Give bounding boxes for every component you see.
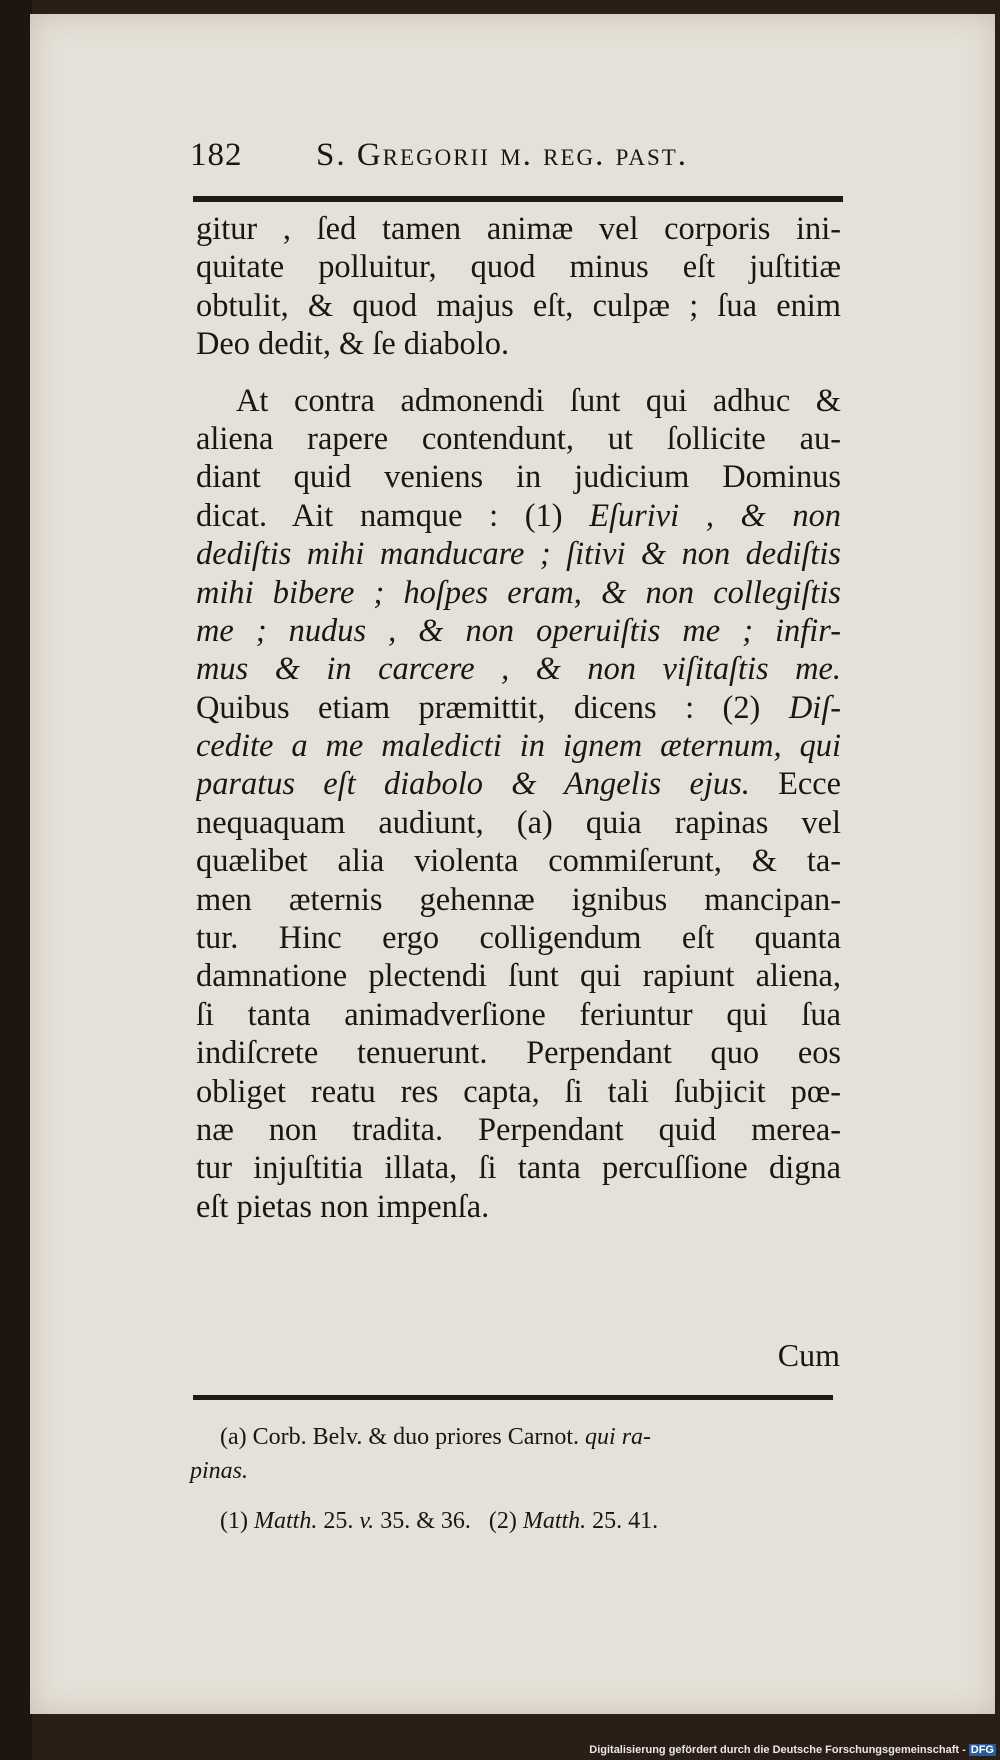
scripture-quote: paratus eſt diabolo & Angelis ejus. — [196, 766, 750, 803]
scripture-quote: Diſ- — [788, 689, 841, 726]
text-line: eſt pietas non impenſa. — [196, 1188, 490, 1225]
footnote-references — [190, 1504, 840, 1538]
scripture-quote: mus & in carcere , & non viſitaſtis me. — [196, 651, 841, 688]
text-line — [196, 765, 841, 803]
text-segment: dicat. Ait namque : (1) — [196, 497, 590, 534]
text-segment: Quibus etiam præmittit, dicens : (2) — [196, 689, 789, 726]
text-line: tur injuſtitia illata, ſi tanta percuſſione digna — [196, 1150, 841, 1187]
text-line: quælibet alia violenta commiſerunt, & ta- — [196, 843, 841, 880]
text-line — [196, 497, 841, 535]
book-name: Matth. — [253, 1508, 318, 1534]
reference: 25. — [317, 1508, 360, 1534]
body-text — [196, 210, 841, 1226]
text-line: tur. Hinc ergo colligendum eſt quanta — [196, 920, 841, 957]
footnote-label: (a) — [220, 1424, 253, 1450]
scripture-quote: me ; nudus , & non operuiſtis me ; infir- — [196, 612, 841, 649]
text-line: obtulit, & quod majus eſt, culpæ ; ſua enim — [196, 287, 841, 324]
text-line: aliena rapere contendunt, ut ſollicite au- — [196, 420, 841, 457]
text-segment: Ecce — [749, 766, 841, 803]
scripture-quote: Eſurivi , & non — [589, 497, 841, 534]
running-title: S. Gregorii m. reg. past. — [316, 137, 689, 173]
text-line: nequaquam audiunt, (a) quia rapinas vel — [196, 804, 841, 841]
text-line: men æternis gehennæ ignibus mancipan- — [196, 881, 841, 918]
text-line: indiſcrete tenuerunt. Perpendant quo eos — [196, 1035, 841, 1072]
scripture-quote: mihi bibere ; hoſpes eram, & non collegiſtis — [196, 574, 841, 611]
text-line: obliget reatu res capta, ſi tali ſubjicit pœ- — [196, 1073, 841, 1110]
header-rule — [193, 196, 843, 202]
text-line: ſi tanta animadverſione feriuntur qui ſua — [196, 996, 841, 1033]
scripture-quote: dediſtis mihi manducare ; ſitivi & non dediſtis — [196, 536, 841, 573]
verse-marker: v. — [359, 1508, 375, 1534]
text-line: damnatione plectendi ſunt qui rapiunt aliena, — [196, 958, 841, 995]
credit-text: Digitalisierung gefördert durch die Deutsche Forschungsgemeinschaft - — [589, 1744, 966, 1756]
running-head — [190, 137, 840, 187]
footnote-a-continuation: pinas. — [190, 1458, 249, 1484]
text-line: quitate polluitur, quod minus eſt juſtitiæ — [196, 249, 841, 286]
scripture-quote: cedite a me maledicti in ignem æternum, qui — [196, 728, 841, 765]
text-line: Deo dedit, & ſe diabolo. — [196, 326, 510, 363]
reference: 35. & 36. — [374, 1508, 471, 1534]
book-name: Matth. — [522, 1508, 587, 1534]
page-number: 182 — [190, 137, 243, 173]
footnote-a — [190, 1420, 840, 1454]
dfg-logo: DFG — [970, 1744, 994, 1756]
catchword: Cum — [777, 1337, 840, 1373]
text-line: næ non tradita. Perpendant quid merea- — [196, 1111, 841, 1148]
footnotes — [190, 1420, 840, 1538]
footnote-text: Corb. Belv. & duo priores Carnot. — [252, 1424, 586, 1450]
reference: 25. 41. — [586, 1508, 659, 1534]
text-line: At contra admonendi ſunt qui adhuc & — [236, 382, 841, 419]
footnote-label: (2) — [470, 1508, 523, 1534]
footnote-label: (1) — [220, 1508, 254, 1534]
text-line: diant quid veniens in judicium Dominus — [196, 459, 841, 496]
text-line: gitur , ſed tamen animæ vel corporis ini- — [196, 211, 841, 247]
digitization-credit — [589, 1744, 996, 1756]
footnote-italic: qui ra- — [585, 1424, 652, 1450]
book-edge — [0, 0, 32, 1760]
text-line — [196, 689, 841, 727]
footnote-rule — [193, 1395, 833, 1400]
